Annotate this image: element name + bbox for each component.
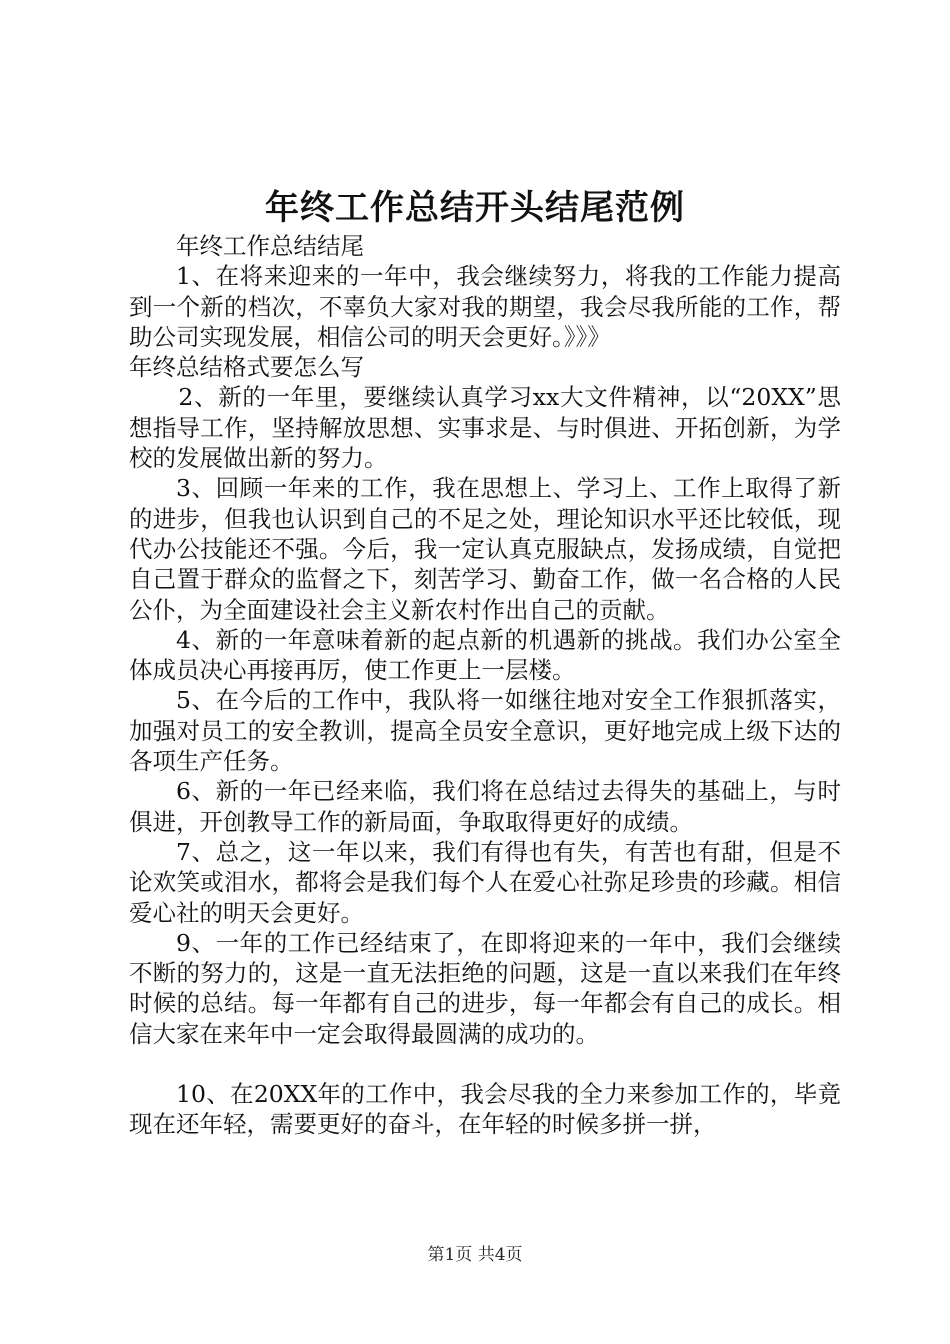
page-footer: 第1页 共4页 [427,1245,523,1265]
paragraph-10: 10、在20XX年的工作中，我会尽我的全力来参加工作的，毕竟现在还年轻，需要更好的奋斗，在年轻的时候多拼一拼， [129,1080,841,1139]
paragraph-3: 3、回顾一年来的工作，我在思想上、学习上、工作上取得了新的进步，但我也认识到自己的不足之处，理论知识水平还比较低，现代办公技能还不强。今后，我一定认真克服缺点，发扬成绩，自觉把自己置于群众的监督之下，刻苦学习、勤奋工作，做一名合格的人民公仆，为全面建设社会主义新农村作出自己的贡献。 [129,474,841,624]
paragraph-6: 6、新的一年已经来临，我们将在总结过去得失的基础上，与时俱进，开创教导工作的新局面，争取取得更好的成绩。 [129,777,841,836]
document-body [129,231,841,1140]
paragraph-4: 4、新的一年意味着新的起点新的机遇新的挑战。我们办公室全体成员决心再接再厉，使工作更上一层楼。 [129,625,841,685]
paragraph-7: 7、总之，这一年以来，我们有得也有失，有苦也有甜，但是不论欢笑或泪水，都将会是我们每个人在爱心社弥足珍贵的珍藏。相信爱心社的明天会更好。 [129,837,841,927]
paragraph-subheading: 年终工作总结结尾 [176,232,364,260]
paragraph-link-text: 年终总结格式要怎么写 [129,353,364,382]
paragraph-2: 2、新的一年里，要继续认真学习xx大文件精神，以“20XX”思想指导工作，坚持解放思想、实事求是、与时俱进、开拓创新，为学校的发展做出新的努力。 [129,383,841,473]
paragraph-1: 1、在将来迎来的一年中，我会继续努力，将我的工作能力提高到一个新的档次，不辜负大家对我的期望，我会尽我所能的工作，帮助公司实现发展，相信公司的明天会更好。》》》 [129,262,841,351]
paragraph-9: 9、一年的工作已经结束了，在即将迎来的一年中，我们会继续不断的努力的，这是一直无法拒绝的问题，这是一直以来我们在年终时候的总结。每一年都有自己的进步，每一年都会有自己的成长。相信大家在来年中一定会取得最圆满的成功的。 [129,928,841,1048]
document-title: 年终工作总结开头结尾范例 [265,188,685,228]
paragraph-5: 5、在今后的工作中，我队将一如继往地对安全工作狠抓落实，加强对员工的安全教训，提高全员安全意识，更好地完成上级下达的各项生产任务。 [129,686,841,776]
